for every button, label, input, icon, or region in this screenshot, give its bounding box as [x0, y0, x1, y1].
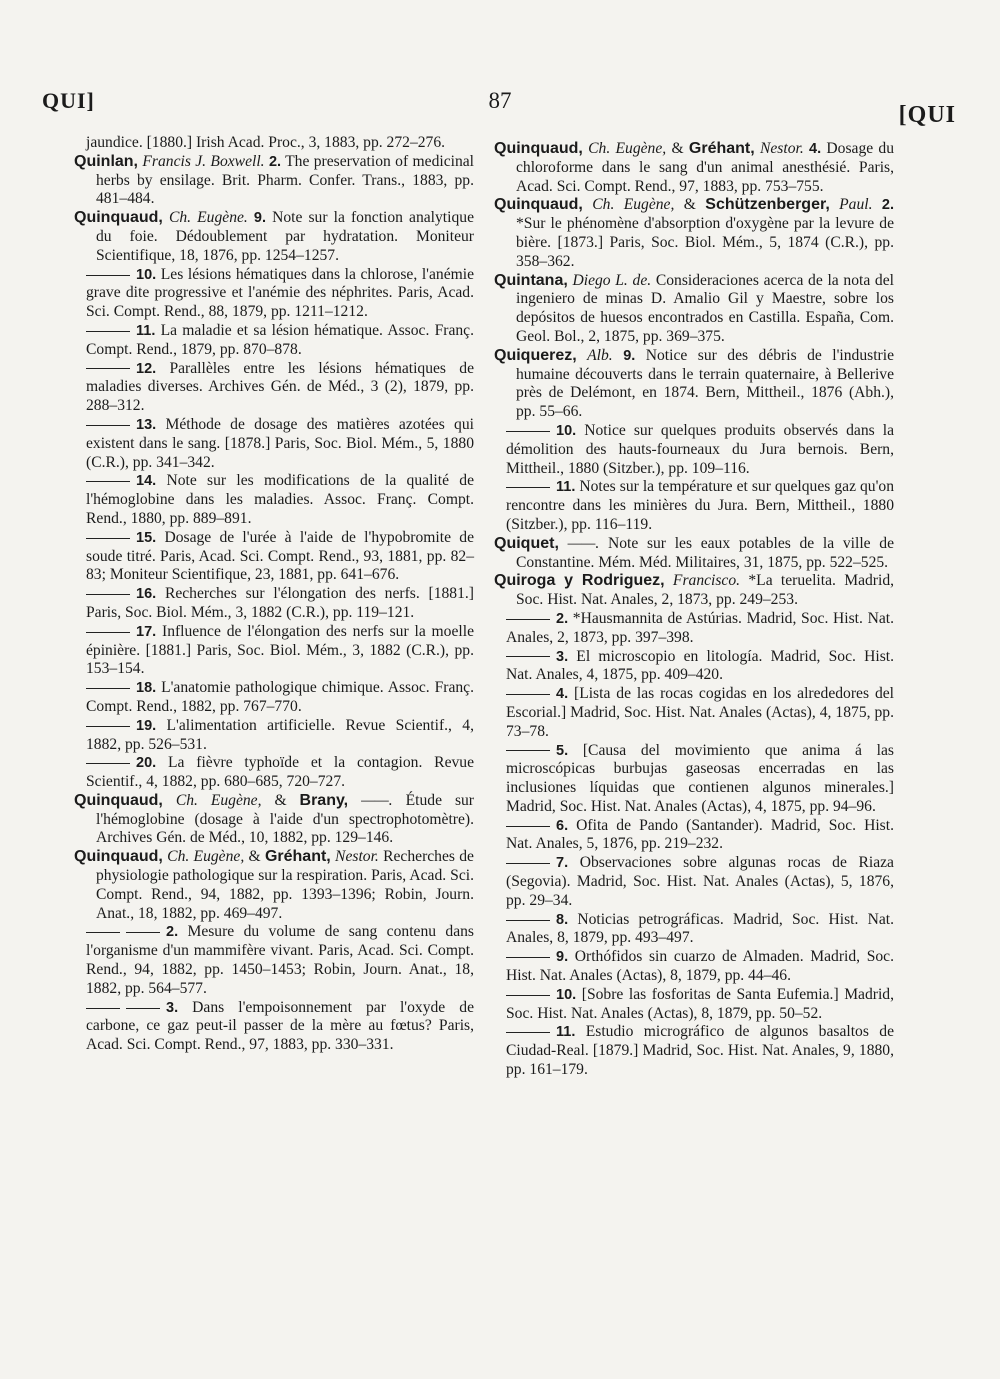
entry-text: Notice sur quelques produits observés dans la démolition des hauts-fourneaux du Jura bernois. Bern, Mittheil., 1880 (Sitzber.), pp. 109–116.	[506, 421, 894, 477]
entry-text: El microscopio en litología. Madrid, Soc. Hist. Nat. Anales, 4, 1875, pp. 409–420.	[506, 647, 894, 684]
bibliography-entry	[74, 153, 474, 209]
bibliography-entry	[74, 416, 474, 472]
entry-number: 11.	[556, 1024, 576, 1041]
author-name: Quintana,	[494, 271, 568, 289]
bibliography-entry	[494, 422, 894, 478]
entry-text: Consideraciones acerca de la nota del ingeniero de minas D. Amalio Gil y Maestre, sobre los depósitos de huesos encontrados en Castilla. España, Com. Geol. Bol., 2, 1875, pp. 369–375.	[516, 271, 894, 345]
entry-number: 2.	[556, 610, 569, 627]
bibliography-entry	[494, 347, 894, 422]
entry-text: Notice sur des débris de l'industrie humaine découverts dans le terrain quaternaire, à Bellerive près de Delémont, en 1874. Bern, Mittheil., 1876 (Abh.), pp. 55–66.	[516, 346, 894, 421]
bibliography-entry	[74, 209, 474, 265]
ditto-dash	[86, 726, 130, 727]
entry-number: 15.	[136, 529, 157, 546]
entry-number: 14.	[136, 473, 157, 490]
bibliography-entry	[494, 911, 894, 949]
bibliography-entry	[494, 948, 894, 986]
author-name: Quinquaud,	[494, 196, 583, 214]
entry-text: *La teruelita. Madrid, Soc. Hist. Nat. Anales, 2, 1873, pp. 249–253.	[516, 572, 895, 609]
bibliography-entry	[74, 134, 474, 153]
entry-text: [Lista de las rocas cogidas en los alrededores del Escorial.] Madrid, Soc. Hist. Nat. Anales (Actas), 4, 1875, pp. 73–78.	[506, 685, 894, 740]
bibliography-entry	[494, 535, 894, 573]
coauthor-given-name: Nestor.	[335, 848, 379, 866]
bibliography-entry	[74, 529, 474, 585]
ditto-dash	[86, 331, 130, 332]
entry-text: Mesure du volume de sang contenu dans l'organisme d'un mammifère vivant. Paris, Acad. Sci. Compt. Rend., 94, 1882, pp. 1450–1453; Robin, Journ. Anat., 18, 1882, pp. 564–577.	[86, 923, 474, 997]
running-head-left: QUI]	[42, 88, 95, 113]
ditto-dash	[506, 863, 550, 864]
ditto-dash	[506, 920, 550, 921]
entry-text: Influence de l'élongation des nerfs sur la moelle épinière. [1881.] Paris, Soc. Biol. Mém., 3, 1882 (C.R.), pp. 153–154.	[86, 622, 474, 678]
author-name: Quiroga y Rodriguez,	[494, 572, 665, 590]
entry-number: 13.	[136, 416, 157, 433]
ditto-dash	[86, 538, 130, 539]
entry-number: 20.	[136, 755, 157, 772]
running-head-right: [QUI	[898, 102, 956, 128]
entry-number: 10.	[556, 986, 577, 1003]
bibliography-entry	[494, 854, 894, 910]
ditto-dash	[86, 932, 120, 933]
entry-number: 17.	[136, 623, 157, 640]
ditto-dash	[86, 368, 130, 369]
author-given-name: Francis J. Boxwell.	[142, 152, 265, 170]
entry-number: 5.	[556, 742, 569, 759]
entry-text: Dosage de l'urée à l'aide de l'hypobromite de soude titré. Paris, Acad. Sci. Compt. Rend., 93, 1881, pp. 82–83; Moniteur Scientifique, 23, 1881, pp. 641–676.	[86, 528, 474, 584]
ampersand: &	[683, 196, 696, 214]
entry-text: jaundice. [1880.] Irish Acad. Proc., 3, 1883, pp. 272–276.	[86, 134, 446, 151]
entry-text: Les lésions hématiques dans la chlorose, l'anémie grave dite progressive et l'anémie des néphrites. Paris, Acad. Sci. Compt. Rend., 88, 1879, pp. 1211–1212.	[86, 265, 474, 321]
author-given-name: Ch. Eugène.	[168, 209, 248, 227]
entry-number: 10.	[556, 422, 577, 439]
coauthor-name: Gréhant,	[264, 848, 331, 866]
entry-number: 4.	[809, 141, 822, 157]
entry-text: Note sur les modifications de la qualité de l'hémoglobine dans les maladies. Assoc. Franç. Compt. Rend., 1880, pp. 889–891.	[86, 472, 474, 527]
entry-number: 4.	[556, 686, 569, 703]
bibliography-entry	[494, 610, 894, 648]
bibliography-entry	[74, 266, 474, 322]
page-header	[40, 82, 960, 128]
bibliography-entry	[494, 742, 894, 817]
coauthor-given-name: ——.	[361, 791, 393, 809]
entry-number: 2.	[881, 197, 894, 214]
bibliography-entry	[494, 648, 894, 686]
ditto-dash	[506, 694, 550, 695]
entry-number: 8.	[556, 911, 569, 928]
ditto-dash	[86, 688, 130, 689]
entry-text: Note sur la fonction analytique du foie. Dédoublement par hydratation. Moniteur Scientifique, 18, 1876, pp. 1254–1257.	[96, 209, 474, 264]
coauthor-given-name: Nestor.	[759, 140, 804, 157]
entry-number: 19.	[136, 717, 157, 734]
ditto-dash	[86, 763, 130, 764]
ditto-dash	[86, 275, 130, 276]
ditto-dash	[506, 1032, 550, 1033]
author-given-name: Ch. Eugène,	[175, 791, 262, 809]
coauthor-given-name: Paul.	[839, 196, 873, 214]
ditto-dash	[86, 425, 130, 426]
coauthor-name: Brany,	[299, 791, 349, 809]
bibliography-entry	[494, 986, 894, 1024]
entry-text: Orthófidos sin cuarzo de Almaden. Madrid, Soc. Hist. Nat. Anales (Actas), 8, 1879, pp. 44–46.	[506, 948, 894, 985]
entry-text: Notes sur la température et sur quelques gaz qu'on rencontre dans les minières du Jura. Bern, Mittheil., 1880 (Sitzber.), pp. 116–119.	[506, 478, 894, 533]
bibliography-entry	[74, 754, 474, 792]
ditto-dash	[86, 1008, 120, 1009]
entry-number: 3.	[556, 648, 569, 665]
author-given-name: Alb.	[587, 346, 613, 364]
coauthor-name: Schützenberger,	[705, 196, 830, 214]
entry-text: Parallèles entre les lésions hématiques de maladies diverses. Archives Gén. de Méd., 3 (2), 1879, pp. 288–312.	[86, 359, 474, 415]
entry-text: Étude sur l'hémoglobine (dosage à l'aide d'un spectrophotomètre). Archives Gén. de Méd., 10, 1882, pp. 129–146.	[96, 791, 474, 847]
author-name: Quinquaud,	[494, 140, 583, 157]
bibliography-entry	[74, 923, 474, 998]
entry-text: Dosage du chloroforme dans le sang d'un animal anesthésié. Paris, Acad. Sci. Compt. Rend., 97, 1883, pp. 753–755.	[516, 140, 895, 195]
bibliography-entry	[74, 999, 474, 1055]
entry-text: Recherches sur l'élongation des nerfs. [1881.] Paris, Soc. Biol. Mém., 3, 1882 (C.R.), pp. 119–121.	[86, 585, 474, 621]
bibliography-entry	[74, 585, 474, 623]
ampersand: &	[671, 140, 684, 157]
ditto-dash	[86, 481, 130, 482]
bibliography-entry	[494, 685, 894, 741]
author-given-name: Ch. Eugène,	[592, 196, 675, 214]
ditto-dash	[506, 750, 550, 751]
bibliography-entry	[74, 623, 474, 679]
bibliography-entry	[74, 717, 474, 755]
entry-number: 16.	[136, 586, 157, 603]
entry-text: *Sur le phénomène d'absorption d'oxygène par la levure de bière. [1873.] Paris, Soc. Biol. Mém., 5, 1874 (C.R.), pp. 358–362.	[516, 215, 894, 270]
author-name: Quinquaud,	[74, 848, 163, 866]
entry-text: Dans l'empoisonnement par l'oxyde de carbone, ce gaz peut-il passer de la mère au fœtus? Paris, Acad. Sci. Compt. Rend., 97, 1883, pp. 330–331.	[86, 998, 474, 1054]
bibliography-entry	[74, 472, 474, 528]
entry-text: Ofita de Pando (Santander). Madrid, Soc. Hist. Nat. Anales, 5, 1876, pp. 219–232.	[506, 816, 894, 853]
page-number: 87	[488, 88, 512, 113]
author-given-name: Francisco.	[672, 572, 741, 590]
entry-number: 11.	[136, 322, 156, 339]
entry-number: 11.	[556, 479, 576, 496]
entry-text: La maladie et sa lésion hématique. Assoc. Franç. Compt. Rend., 1879, pp. 870–878.	[86, 321, 474, 358]
author-name: Quiquet,	[494, 534, 559, 552]
ditto-dash	[86, 594, 130, 595]
entry-text: Estudio micrográfico de algunos basaltos de Ciudad-Real. [1879.] Madrid, Soc. Hist. Nat. Anales, 9, 1880, pp. 161–179.	[506, 1023, 894, 1079]
bibliography-entry	[74, 792, 474, 848]
author-name: Quinquaud,	[74, 209, 163, 227]
ditto-dash	[506, 619, 550, 620]
bibliography-entry	[494, 817, 894, 855]
entry-number: 18.	[136, 680, 157, 697]
coauthor-name: Gréhant,	[688, 140, 755, 157]
entry-text: Note sur les eaux potables de la ville de Constantine. Mém. Méd. Militaires, 31, 1875, pp. 522–525.	[516, 534, 894, 571]
ditto-dash	[506, 957, 550, 958]
entry-text: Noticias petrográficas. Madrid, Soc. Hist. Nat. Anales, 8, 1879, pp. 493–497.	[506, 910, 894, 947]
entry-text: *Hausmannita de Astúrias. Madrid, Soc. Hist. Nat. Anales, 2, 1873, pp. 397–398.	[506, 609, 894, 646]
entry-text: Méthode de dosage des matières azotées qui existent dans le sang. [1878.] Paris, Soc. Biol. Mém., 5, 1880 (C.R.), pp. 341–342.	[86, 415, 474, 471]
right-column	[494, 140, 894, 1080]
ditto-dash	[506, 826, 550, 827]
entry-text: [Sobre las fosforitas de Santa Eufemia.] Madrid, Soc. Hist. Nat. Anales (Actas), 8, 1879, pp. 50–52.	[506, 985, 894, 1022]
author-given-name: ——.	[567, 534, 600, 552]
entry-text: [Causa del movimiento que anima á las microscópicas burbujas gaseosas encerradas en las inclusiones líquidas que contienen algunos minerales.] Madrid, Soc. Hist. Nat. Anales (Actas), 4, 1875, pp. 94–96.	[506, 741, 894, 815]
bibliography-entry	[74, 679, 474, 717]
author-name: Quinquaud,	[74, 791, 163, 809]
bibliography-entry	[494, 478, 894, 534]
entry-number: 12.	[136, 360, 157, 377]
entry-text: L'alimentation artificielle. Revue Scientif., 4, 1882, pp. 526–531.	[86, 716, 475, 753]
ditto-dash	[126, 1008, 160, 1009]
bibliography-entry	[74, 360, 474, 416]
bibliography-entry	[494, 196, 894, 271]
bibliography-entry	[494, 572, 894, 610]
ampersand: &	[274, 791, 287, 809]
ditto-dash	[86, 632, 130, 633]
entry-number: 7.	[556, 855, 569, 872]
entry-number: 2.	[268, 153, 282, 170]
ampersand: &	[248, 848, 261, 866]
entry-text: Recherches de physiologie pathologique sur la respiration. Paris, Acad. Sci. Compt. Rend., 94, 1882, pp. 1393–1396; Robin, Journ. Anat., 18, 1882, pp. 469–497.	[96, 848, 474, 922]
bibliography-entry	[494, 272, 894, 347]
left-column	[74, 134, 474, 1055]
author-given-name: Ch. Eugène,	[167, 848, 245, 866]
author-given-name: Diego L. de.	[572, 271, 652, 289]
entry-number: 9.	[556, 949, 569, 966]
author-given-name: Ch. Eugène,	[588, 140, 667, 157]
entry-number: 10.	[136, 266, 157, 283]
bibliography-entry	[494, 140, 894, 196]
entry-text: L'anatomie pathologique chimique. Assoc. Franç. Compt. Rend., 1882, pp. 767–770.	[86, 679, 474, 715]
ditto-dash	[506, 995, 550, 996]
entry-number: 2.	[166, 924, 179, 941]
entry-number: 9.	[253, 210, 266, 227]
entry-number: 9.	[623, 347, 636, 364]
author-name: Quiquerez,	[494, 346, 577, 364]
bibliography-entry	[494, 1023, 894, 1079]
entry-number: 6.	[556, 817, 569, 834]
bibliography-entry	[74, 322, 474, 360]
author-name: Quinlan,	[74, 152, 138, 170]
ditto-dash	[126, 932, 160, 933]
entry-number: 3.	[166, 999, 179, 1016]
bibliography-entry	[74, 848, 474, 923]
ditto-dash	[506, 487, 550, 488]
entry-text: The preservation of medicinal herbs by ensilage. Brit. Pharm. Confer. Trans., 1883, pp. 481–484.	[96, 152, 475, 208]
entry-text: Observaciones sobre algunas rocas de Riaza (Segovia). Madrid, Soc. Hist. Nat. Anales (Actas), 5, 1876, pp. 29–34.	[506, 854, 894, 909]
entry-text: La fièvre typhoïde et la contagion. Revue Scientif., 4, 1882, pp. 680–685, 720–727.	[86, 754, 475, 791]
ditto-dash	[506, 431, 550, 432]
ditto-dash	[506, 656, 550, 657]
